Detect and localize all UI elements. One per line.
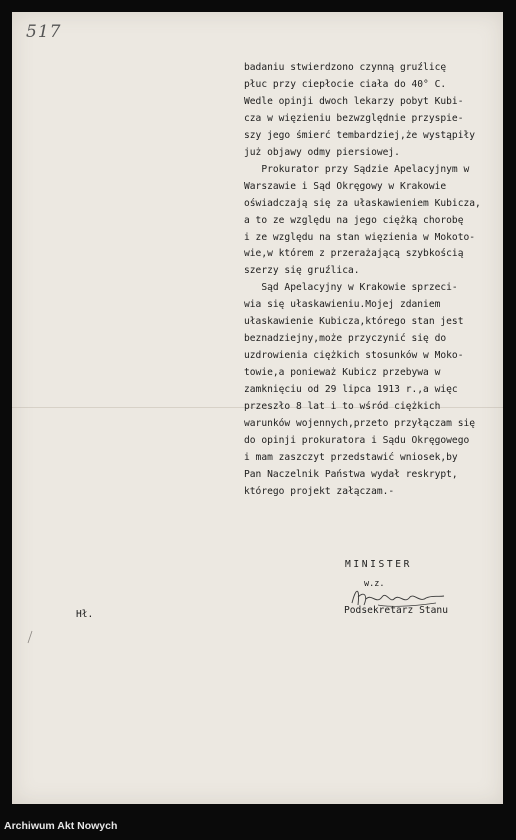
body-line: uzdrowienia ciężkich stosunków w Moko- xyxy=(244,350,464,362)
archive-footer-bar xyxy=(0,816,516,840)
body-line: cza w więzieniu bezwzględnie przyspie- xyxy=(244,112,464,124)
signatory-title: MINISTER xyxy=(345,559,413,570)
on-behalf-abbreviation: w.z. xyxy=(364,579,385,589)
body-line: do opinji prokuratora i Sądu Okręgowego xyxy=(244,434,470,446)
body-line: płuc przy ciepłocie ciała do 40° C. xyxy=(244,78,447,90)
body-line: wie,w którem z przerażającą szybkością xyxy=(244,248,464,260)
body-line: Prokurator przy Sądzie Apelacyjnym w xyxy=(244,163,470,175)
body-line: którego projekt załączam.- xyxy=(244,485,395,497)
clerk-initials: Hł. xyxy=(76,609,94,620)
body-line: Sąd Apelacyjny w Krakowie sprzeci- xyxy=(244,282,458,294)
body-line: szerzy się gruźlica. xyxy=(244,265,360,277)
body-line: i ze względu na stan więzienia w Mokoto- xyxy=(244,231,476,243)
signer-position: Podsekretarz Stanu xyxy=(344,605,448,616)
body-line: beznadziejny,może przyczynić się do xyxy=(244,333,447,345)
archive-name: Archiwum Akt Nowych xyxy=(4,820,118,832)
body-line: Warszawie i Sąd Okręgowy w Krakowie xyxy=(244,180,447,192)
body-line: warunków wojennych,przeto przyłączam się xyxy=(244,418,476,430)
body-line: badaniu stwierdzono czynną gruźlicę xyxy=(244,62,447,73)
body-line: szy jego śmierć tembardziej,że wystąpiły xyxy=(244,129,476,141)
body-line: oświadczają się za ułaskawieniem Kubicza, xyxy=(244,197,481,209)
body-line: ułaskawienie Kubicza,którego stan jest xyxy=(244,316,464,328)
body-line: towie,a ponieważ Kubicz przebywa w xyxy=(244,367,441,379)
pencil-mark xyxy=(26,630,34,644)
body-line: Wedle opinji dwoch lekarzy pobyt Kubi- xyxy=(244,95,464,107)
body-line: Pan Naczelnik Państwa wydał reskrypt, xyxy=(244,468,458,480)
body-line: przeszło 8 lat i to wśród ciężkich xyxy=(244,401,441,413)
body-line: już objawy odmy piersiowej. xyxy=(244,146,400,158)
body-line: i mam zaszczyt przedstawić wniosek,by xyxy=(244,451,458,463)
body-line: zamknięciu od 29 lipca 1913 r.,a więc xyxy=(244,384,458,396)
letter-body xyxy=(244,60,494,501)
body-line: wia się ułaskawieniu.Mojej zdaniem xyxy=(244,299,441,311)
body-line: a to ze względu na jego ciężką chorobę xyxy=(244,214,464,226)
handwritten-page-number: 517 xyxy=(26,22,62,42)
